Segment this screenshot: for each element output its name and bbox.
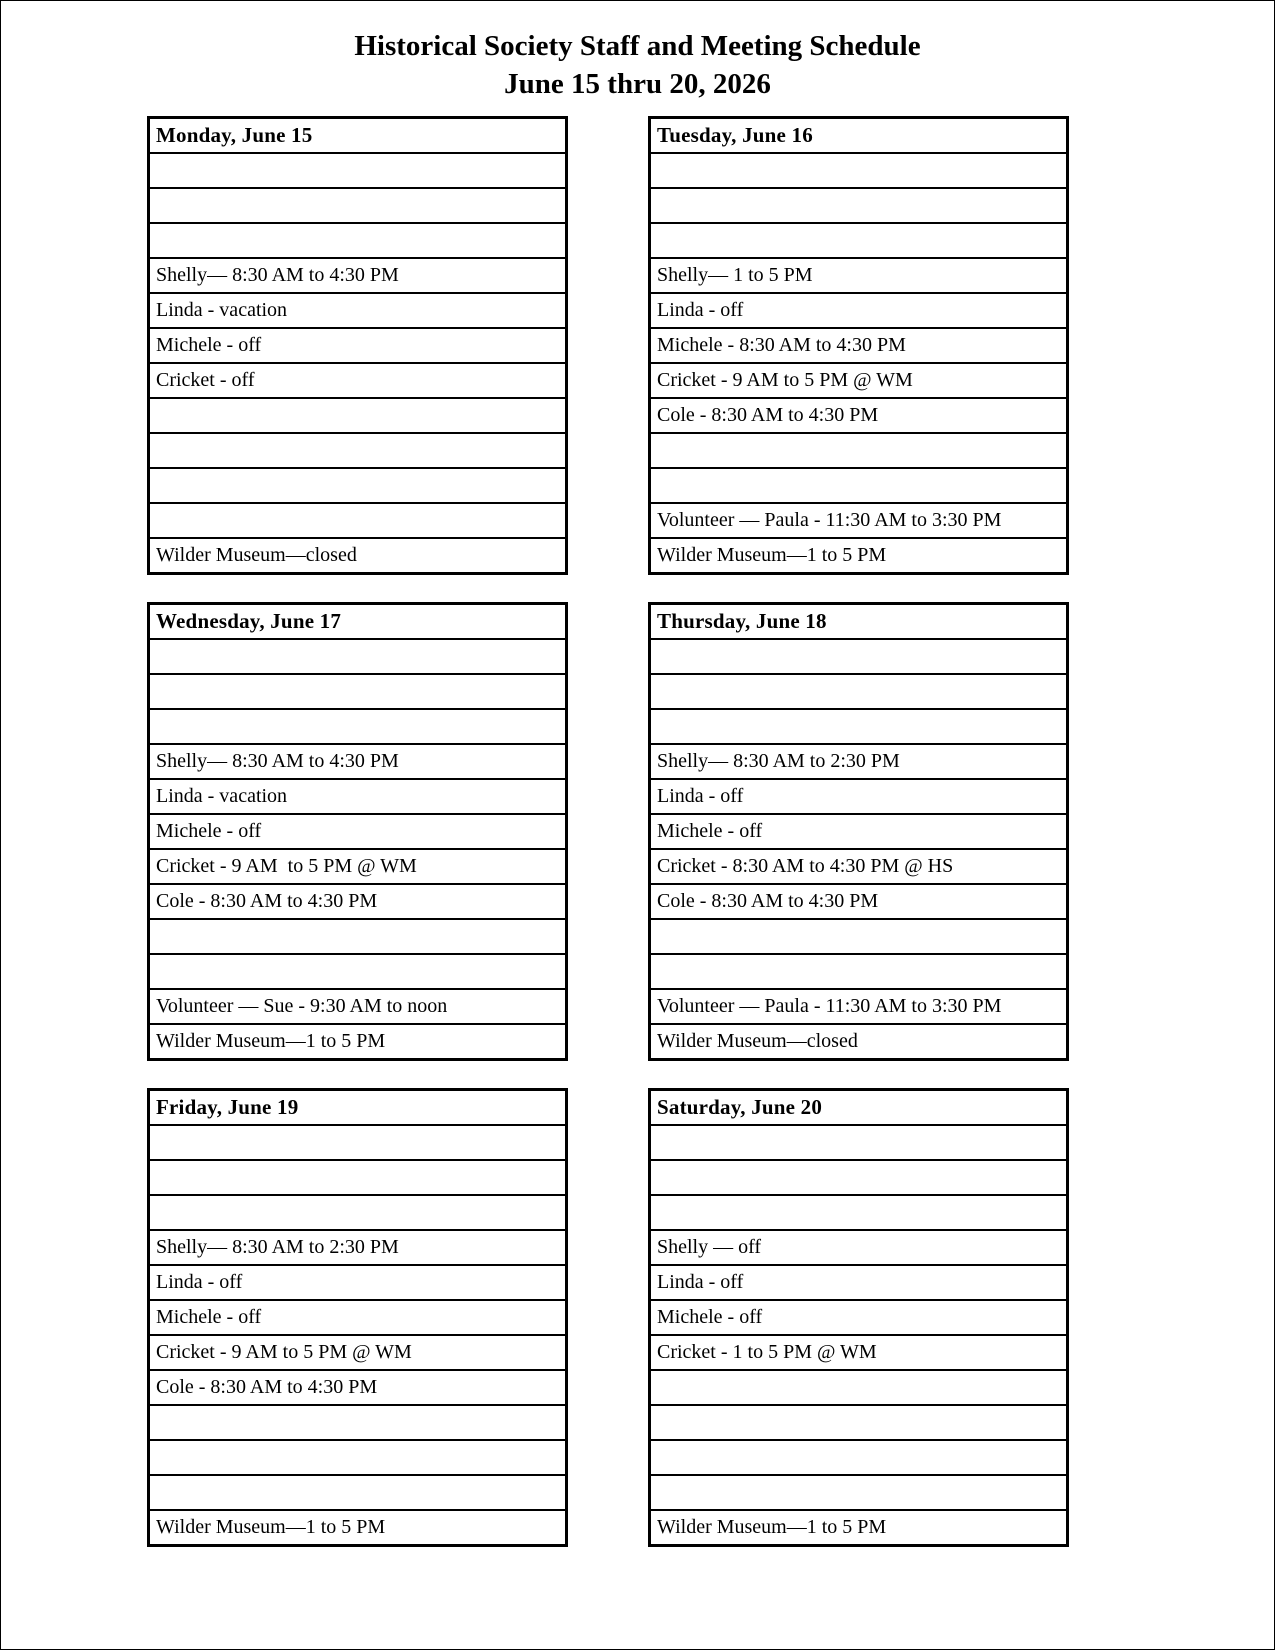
schedule-row: Cole - 8:30 AM to 4:30 PM: [150, 1371, 565, 1406]
schedule-row: [150, 434, 565, 469]
schedule-row: Cricket - 1 to 5 PM @ WM: [651, 1336, 1066, 1371]
day-header: Saturday, June 20: [651, 1091, 1066, 1126]
schedule-row: [150, 224, 565, 259]
schedule-row: Linda - off: [150, 1266, 565, 1301]
schedule-row: [651, 710, 1066, 745]
schedule-row: Wilder Museum—1 to 5 PM: [156, 1515, 386, 1538]
day-header: Wednesday, June 17: [150, 605, 565, 640]
schedule-row: [651, 224, 1066, 259]
page-title: [1, 27, 1274, 104]
day-table-thursday: [648, 602, 1069, 1061]
schedule-row: [150, 955, 565, 990]
schedule-row: [651, 1406, 1066, 1441]
schedule-row: Volunteer — Paula - 11:30 AM to 3:30 PM: [651, 504, 1066, 539]
schedule-row: Linda - off: [651, 780, 1066, 815]
schedule-row: Michele - 8:30 AM to 4:30 PM: [651, 329, 1066, 364]
schedule-row: [150, 1441, 565, 1476]
schedule-row: [651, 920, 1066, 955]
schedule-row: [150, 1476, 565, 1511]
day-table-wednesday: [147, 602, 568, 1061]
schedule-row: [651, 469, 1066, 504]
schedule-row: Volunteer — Sue - 9:30 AM to noon: [150, 990, 565, 1025]
schedule-row: [150, 1196, 565, 1231]
schedule-row: Wilder Museum—1 to 5 PM: [657, 543, 887, 566]
schedule-row: Wilder Museum—closed: [657, 1029, 858, 1052]
schedule-row: [150, 1161, 565, 1196]
schedule-row: [150, 640, 565, 675]
schedule-row: [150, 710, 565, 745]
schedule-row: Linda - vacation: [150, 294, 565, 329]
schedule-row: Wilder Museum—1 to 5 PM: [156, 1029, 386, 1052]
schedule-row: Cricket - 9 AM to 5 PM @ WM: [150, 850, 565, 885]
schedule-row: Cricket - 9 AM to 5 PM @ WM: [150, 1336, 565, 1371]
day-header: Tuesday, June 16: [651, 119, 1066, 154]
schedule-row: [651, 1196, 1066, 1231]
schedule-row: [651, 434, 1066, 469]
day-table-monday: [147, 116, 568, 575]
schedule-row: Michele - off: [150, 329, 565, 364]
schedule-row: Linda - vacation: [150, 780, 565, 815]
page-title-line2: June 15 thru 20, 2026: [504, 68, 771, 101]
schedule-row: Cricket - 8:30 AM to 4:30 PM @ HS: [651, 850, 1066, 885]
schedule-row: [150, 675, 565, 710]
day-table-friday: [147, 1088, 568, 1547]
schedule-row: [651, 154, 1066, 189]
schedule-row: [150, 399, 565, 434]
day-header: Friday, June 19: [150, 1091, 565, 1126]
schedule-row: [150, 1406, 565, 1441]
schedule-row: Michele - off: [651, 815, 1066, 850]
schedule-row: Wilder Museum—closed: [156, 543, 357, 566]
day-header: Monday, June 15: [150, 119, 565, 154]
schedule-row: [150, 504, 565, 539]
schedule-row: Cricket - 9 AM to 5 PM @ WM: [651, 364, 1066, 399]
schedule-row: [651, 1371, 1066, 1406]
schedule-row: Shelly— 8:30 AM to 4:30 PM: [150, 259, 565, 294]
schedule-row: Linda - off: [651, 1266, 1066, 1301]
schedule-row: [651, 1476, 1066, 1511]
schedule-row: [150, 469, 565, 504]
schedule-row: [651, 1126, 1066, 1161]
schedule-row: [150, 1126, 565, 1161]
schedule-row: Cole - 8:30 AM to 4:30 PM: [150, 885, 565, 920]
schedule-row: Shelly— 8:30 AM to 2:30 PM: [651, 745, 1066, 780]
schedule-row: [150, 189, 565, 224]
schedule-row: [651, 1161, 1066, 1196]
schedule-row: [651, 955, 1066, 990]
schedule-row: Shelly— 1 to 5 PM: [651, 259, 1066, 294]
schedule-row: Shelly — off: [651, 1231, 1066, 1266]
schedule-row: [150, 154, 565, 189]
schedule-row: Wilder Museum—1 to 5 PM: [657, 1515, 887, 1538]
schedule-row: Michele - off: [150, 815, 565, 850]
schedule-row: [150, 920, 565, 955]
schedule-row: Cole - 8:30 AM to 4:30 PM: [651, 399, 1066, 434]
schedule-row: [651, 1441, 1066, 1476]
schedule-row: Volunteer — Paula - 11:30 AM to 3:30 PM: [651, 990, 1066, 1025]
schedule-row: [651, 640, 1066, 675]
schedule-row: Michele - off: [150, 1301, 565, 1336]
schedule-row: Michele - off: [651, 1301, 1066, 1336]
day-table-saturday: [648, 1088, 1069, 1547]
schedule-row: Cole - 8:30 AM to 4:30 PM: [651, 885, 1066, 920]
schedule-row: Shelly— 8:30 AM to 2:30 PM: [150, 1231, 565, 1266]
day-table-tuesday: [648, 116, 1069, 575]
page-title-line1: Historical Society Staff and Meeting Schedule: [354, 30, 921, 62]
schedule-row: Linda - off: [651, 294, 1066, 329]
schedule-row: [651, 675, 1066, 710]
schedule-row: Shelly— 8:30 AM to 4:30 PM: [150, 745, 565, 780]
schedule-row: [651, 189, 1066, 224]
day-header: Thursday, June 18: [651, 605, 1066, 640]
schedule-grid: [147, 116, 1274, 1547]
schedule-row: Cricket - off: [150, 364, 565, 399]
